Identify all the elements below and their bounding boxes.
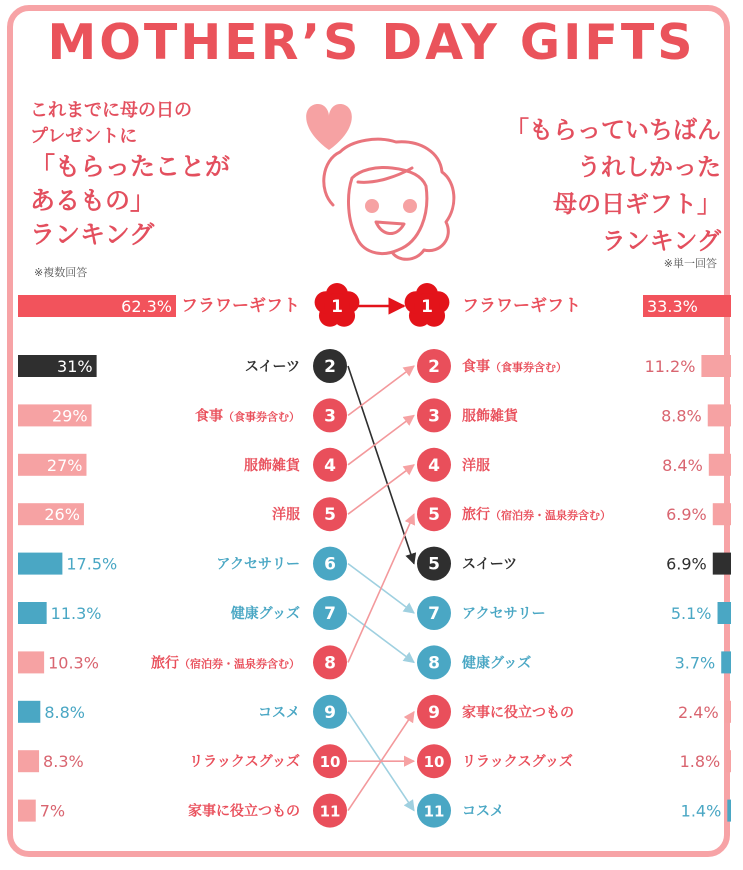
- right-value-label: 1.8%: [679, 752, 721, 772]
- left-rank-number: 7: [324, 604, 336, 624]
- left-bar: [18, 800, 36, 822]
- right-value-label: 5.1%: [670, 604, 712, 623]
- rank-link-arrow: [348, 366, 414, 415]
- left-heading-line: プレゼントに: [30, 126, 138, 147]
- left-row: [18, 596, 347, 630]
- right-item-name: フラワーギフト: [462, 296, 581, 316]
- right-bar: [725, 701, 731, 723]
- right-row: [417, 497, 731, 531]
- left-item-label: [244, 457, 301, 474]
- right-heading-line: うれしかった: [577, 153, 721, 181]
- left-rank-number: 5: [324, 505, 336, 526]
- right-bar: [713, 503, 731, 525]
- right-item-name: 健康グッズ: [462, 655, 532, 672]
- left-row: [18, 448, 347, 482]
- right-value-label: 2.4%: [678, 702, 719, 722]
- right-value-label: 1.4%: [680, 801, 722, 821]
- right-row: [417, 744, 731, 778]
- right-item-name: 洋服: [462, 457, 490, 474]
- heart-icon: [306, 104, 352, 150]
- left-row: [18, 744, 347, 778]
- left-item-name: スイーツ: [244, 359, 300, 375]
- right-item-name: コスメ: [462, 803, 504, 820]
- right-item-name: リラックスグッズ: [462, 754, 573, 771]
- right-bar: [718, 602, 731, 624]
- right-bar: [701, 355, 731, 377]
- right-item-label: [461, 654, 531, 671]
- rank-link-arrow: [348, 465, 414, 514]
- right-item-label: [462, 506, 611, 523]
- right-value-label: 3.7%: [674, 653, 716, 673]
- right-row: [417, 349, 731, 383]
- right-row: [417, 645, 731, 679]
- left-item-label: [230, 605, 300, 622]
- left-heading-line: ランキング: [30, 220, 155, 249]
- left-row: [18, 283, 359, 327]
- right-item-label: [462, 407, 519, 424]
- right-rank-number: 4: [428, 455, 440, 476]
- left-item-sub: （宿泊券・温泉券含む）: [179, 657, 300, 671]
- right-row: [417, 547, 731, 581]
- right-item-label: [462, 358, 567, 375]
- right-item-sub: （宿泊券・温泉券含む）: [490, 509, 611, 523]
- right-item-name: アクセサリー: [462, 606, 546, 622]
- ranking-rows: [18, 283, 731, 828]
- right-item-name: 旅行: [462, 507, 490, 524]
- rank-link-arrow: [348, 366, 414, 564]
- left-heading-line: あるもの」: [30, 186, 156, 215]
- left-row: [18, 794, 347, 828]
- left-value-label: 17.5%: [66, 554, 118, 574]
- right-heading-line: 「もらっていちばん: [505, 116, 721, 144]
- left-value-label: 8.8%: [44, 702, 85, 722]
- right-item-name: 家事に役立つもの: [462, 704, 574, 721]
- left-value-label: 26%: [44, 505, 80, 525]
- right-bar: [713, 553, 731, 575]
- rank-links: [348, 306, 414, 811]
- right-row: [417, 794, 731, 828]
- right-value-label: 6.9%: [666, 505, 707, 525]
- right-rank-number: 2: [428, 357, 440, 377]
- left-item-label: [216, 557, 300, 573]
- right-row: [417, 448, 731, 482]
- left-value-label: 27%: [46, 455, 83, 475]
- left-item-name: 洋服: [272, 507, 300, 524]
- left-value-label: 8.3%: [43, 752, 84, 772]
- right-rank-number: 8: [428, 653, 440, 674]
- page-title: MOTHER’S DAY GIFTS: [47, 14, 696, 71]
- left-item-name: 服飾雑貨: [244, 457, 300, 474]
- right-bar: [721, 651, 731, 673]
- left-row: [18, 497, 347, 531]
- left-value-label: 11.3%: [50, 604, 102, 623]
- right-item-label: [462, 457, 491, 474]
- right-value-label: 8.8%: [661, 406, 702, 426]
- right-bar: [727, 800, 731, 822]
- right-row: [417, 695, 731, 729]
- right-item-label: [462, 804, 504, 820]
- left-item-label: [181, 296, 300, 316]
- right-rank-number: 3: [428, 406, 440, 427]
- right-value-label: 6.9%: [666, 554, 707, 574]
- right-item-name: スイーツ: [462, 556, 518, 573]
- right-rank-number: 10: [423, 753, 445, 772]
- left-heading-note: ※複数回答: [34, 266, 88, 279]
- left-rank-number: 10: [319, 753, 341, 772]
- right-rank-number: 5: [428, 505, 440, 526]
- left-item-label: [188, 803, 300, 820]
- right-row: [417, 596, 731, 630]
- right-row: [405, 283, 731, 327]
- left-row: [18, 398, 347, 432]
- left-value-label: 7%: [39, 801, 66, 821]
- left-rank-number: 6: [324, 554, 336, 575]
- left-row: [18, 547, 347, 581]
- right-rank-number: 1: [421, 297, 433, 317]
- right-item-sub: （食事券含む）: [490, 361, 567, 374]
- right-rank-number: 5: [428, 554, 440, 575]
- left-item-label: [245, 359, 300, 375]
- right-value-label: 33.3%: [647, 297, 698, 316]
- left-bar: [18, 651, 44, 673]
- right-rank-number: 11: [423, 802, 445, 821]
- right-rank-number: 7: [428, 604, 440, 624]
- left-row: [18, 645, 347, 679]
- left-rank-number: 8: [324, 653, 336, 674]
- right-item-name: 食事: [462, 359, 490, 375]
- left-rank-number: 3: [324, 406, 336, 427]
- left-rank-number: 2: [324, 357, 336, 377]
- rank-link-arrow: [348, 613, 414, 662]
- right-item-label: [462, 557, 517, 573]
- left-item-name: アクセサリー: [216, 556, 300, 573]
- left-row: [18, 349, 347, 383]
- left-bar: [18, 602, 47, 624]
- left-item-name: フラワーギフト: [181, 296, 300, 316]
- left-bar: [18, 701, 40, 723]
- right-item-label: [462, 296, 581, 316]
- right-rank-number: 9: [428, 702, 440, 723]
- left-item-name: 食事: [195, 408, 223, 425]
- left-item-sub: （食事券含む）: [223, 410, 300, 424]
- left-rank-number: 9: [324, 702, 336, 723]
- right-bar: [726, 750, 731, 772]
- right-row: [417, 398, 731, 432]
- right-heading-note: ※単一回答: [663, 257, 717, 270]
- left-item-label: [258, 705, 300, 721]
- right-bar: [708, 404, 731, 426]
- right-heading-line: ランキング: [601, 227, 721, 255]
- right-value-label: 11.2%: [644, 357, 696, 376]
- left-item-label: [189, 754, 300, 770]
- rank-link-arrow: [348, 514, 414, 662]
- left-item-name: コスメ: [258, 704, 300, 721]
- left-item-name: 健康グッズ: [230, 606, 300, 622]
- left-item-name: リラックスグッズ: [189, 754, 300, 771]
- left-bar: [18, 750, 39, 772]
- mother-face-icon: [324, 139, 454, 259]
- right-item-name: 服飾雑貨: [462, 408, 518, 425]
- left-item-name: 旅行: [151, 655, 179, 672]
- left-value-label: 31%: [57, 357, 93, 376]
- left-value-label: 10.3%: [48, 653, 99, 673]
- right-heading-line: 母の日ギフト」: [553, 190, 721, 218]
- left-bar: [18, 553, 62, 575]
- right-bar: [709, 454, 731, 476]
- left-value-label: 29%: [51, 406, 88, 426]
- left-item-label: [151, 654, 300, 671]
- left-heading-line: これまでに母の日の: [30, 100, 192, 121]
- left-item-label: [272, 506, 301, 523]
- rank-link-arrow: [348, 415, 414, 464]
- left-rank-number: 11: [319, 802, 341, 821]
- left-heading-line: 「もらったことが: [30, 152, 231, 181]
- right-value-label: 8.4%: [662, 455, 703, 475]
- right-item-label: [462, 704, 574, 721]
- right-item-label: [462, 606, 546, 622]
- left-row: [18, 695, 347, 729]
- left-item-name: 家事に役立つもの: [188, 803, 300, 820]
- right-item-label: [462, 754, 573, 770]
- left-item-label: [195, 407, 300, 424]
- left-value-label: 62.3%: [121, 297, 172, 316]
- left-rank-number: 4: [324, 455, 336, 476]
- left-rank-number: 1: [331, 297, 343, 317]
